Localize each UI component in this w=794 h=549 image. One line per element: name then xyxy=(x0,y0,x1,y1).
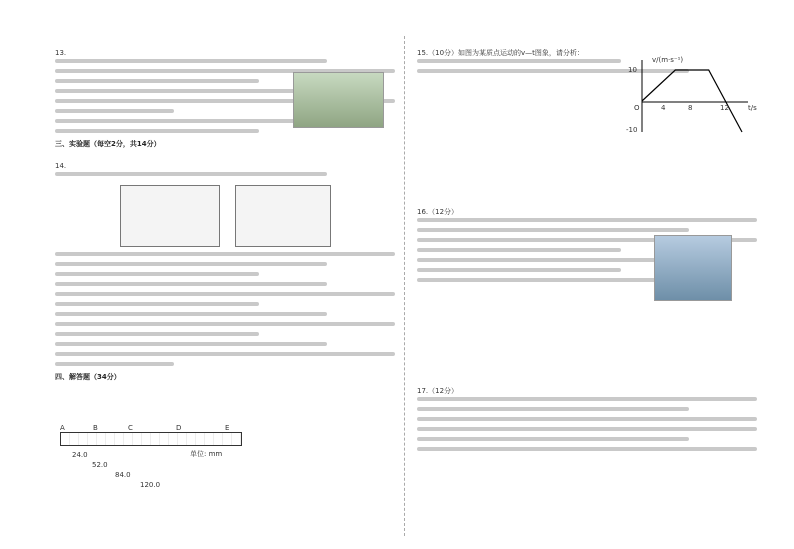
distance-label: 52.0 xyxy=(92,461,108,469)
section-experiment-title: 三、实验题（每空2分，共14分） xyxy=(55,140,161,148)
column-divider xyxy=(404,36,405,536)
point-label: A xyxy=(60,424,65,432)
unit-label: 单位: mm xyxy=(190,450,223,458)
section-answer-title: 四、解答题（34分） xyxy=(55,373,121,381)
point-label: E xyxy=(225,424,230,432)
x-tick-label: 4 xyxy=(661,104,666,112)
skydiver-photo xyxy=(654,235,732,301)
x-tick-label: 8 xyxy=(688,104,693,112)
point-label: C xyxy=(128,424,133,432)
question-17 xyxy=(417,378,757,451)
y-tick-label: -10 xyxy=(626,126,638,134)
x-axis-label: t/s xyxy=(748,104,757,112)
question-14 xyxy=(55,153,395,366)
question-number: 14. xyxy=(55,162,67,170)
question-number: 17.（12分） xyxy=(417,387,459,395)
y-tick-label: 10 xyxy=(628,66,637,74)
question-number: 15.（10分）如图为某质点运动的v—t图象，请分析： xyxy=(417,49,584,57)
y-axis-label: v/(m·s⁻¹) xyxy=(652,56,684,64)
point-label: D xyxy=(176,424,182,432)
point-label: B xyxy=(93,424,98,432)
origin-label: O xyxy=(634,104,640,112)
x-tick-label: 12 xyxy=(720,104,729,112)
distance-label: 84.0 xyxy=(115,471,131,479)
tape-ruler xyxy=(60,432,242,446)
elephant-photo xyxy=(293,72,384,128)
distance-label: 120.0 xyxy=(140,481,161,489)
timer-apparatus-diagram-yi xyxy=(235,185,331,247)
distance-label: 24.0 xyxy=(72,451,88,459)
timer-apparatus-diagram-jia xyxy=(120,185,220,247)
question-number: 16.（12分） xyxy=(417,208,459,216)
question-number: 13. xyxy=(55,49,67,57)
question-15 xyxy=(417,40,757,73)
